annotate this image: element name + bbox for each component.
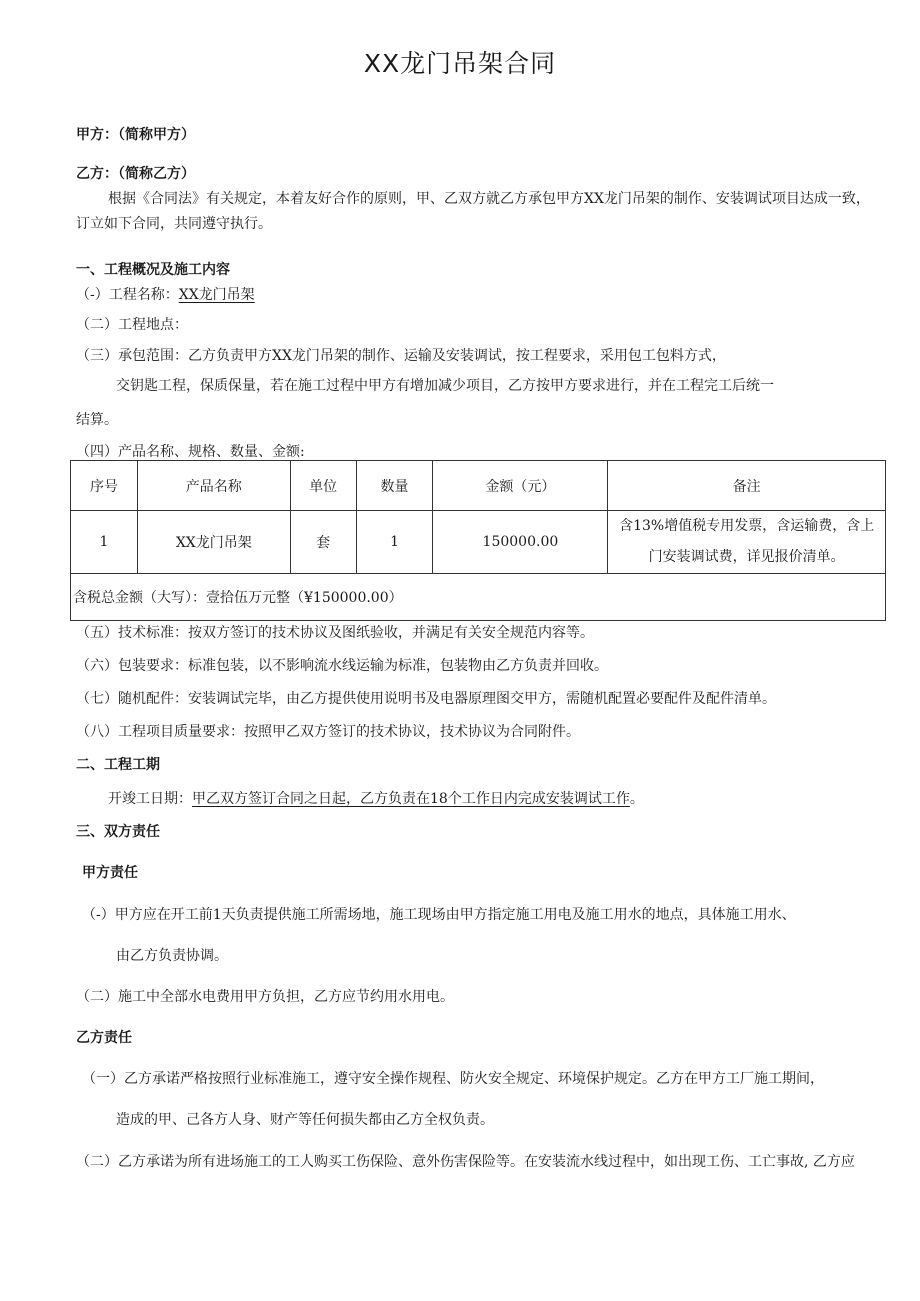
table-row	[71, 511, 886, 574]
quality-requirement: （八）工程项目质量要求：按照甲乙双方签订的技术协议，技术协议为合同附件。	[76, 724, 580, 740]
table-total-row	[71, 574, 886, 621]
header-cell: 数量	[356, 461, 433, 511]
schedule-line	[108, 788, 644, 808]
party-a: 甲方：（简称甲方）	[76, 127, 195, 143]
header-cell: 单位	[290, 461, 356, 511]
accessories: （七）随机配件：安装调试完毕，由乙方提供使用说明书及电器原理图交甲方，需随机配置必要配件及配件清单。	[76, 691, 776, 707]
schedule-label: 开竣工日期：	[108, 791, 192, 807]
table-header-row	[71, 461, 886, 511]
project-name-value: XX龙门吊架	[178, 287, 255, 303]
product-table	[70, 460, 886, 621]
contract-title: XX龙门吊架合同	[363, 49, 557, 78]
party-a-duty-2: （二）施工中全部水电费用甲方负担，乙方应节约用水用电。	[76, 989, 454, 1005]
schedule-value: 甲乙双方签订合同之日起，乙方负责在18个工作日内完成安装调试工作	[192, 791, 630, 807]
party-b-duty-1-line-1: （一）乙方承诺严格按照行业标准施工，遵守安全操作规程、防火安全规定、环境保护规定。乙方在甲方工厂施工期间，	[82, 1071, 824, 1087]
intro-line-1: 根据《合同法》有关规定，本着友好合作的原则，甲、乙双方就乙方承包甲方XX龙门吊架的制作、安装调试项目达成一致，	[108, 191, 870, 207]
section2-heading: 二、工程工期	[76, 757, 160, 773]
row-note-cell: 含13%增值税专用发票，含运输费，含上门安装调试费，详见报价清单。	[608, 511, 886, 574]
header-cell: 金额（元）	[433, 461, 608, 511]
project-name-line	[76, 284, 255, 304]
header-cell: 序号	[71, 461, 138, 511]
party-b-duty-1-line-2: 造成的甲、己各方人身、财产等任何损失都由乙方全权负责。	[116, 1112, 494, 1128]
scope-line-2: 交钥匙工程，保质保量，若在施工过程中甲方有增加减少项目，乙方按甲方要求进行，并在工程完工后统一	[116, 378, 774, 394]
row-cell: 1	[356, 511, 433, 574]
party-b-duty-2-line-1: （二）乙方承诺为所有进场施工的工人购买工伤保险、意外伤害保险等。在安装流水线过程中，如出现工伤、工亡事故, 乙方应	[76, 1154, 855, 1170]
row-cell: XX龙门吊架	[137, 511, 290, 574]
party-b-duty-heading: 乙方责任	[76, 1030, 132, 1046]
party-b: 乙方：（简称乙方）	[76, 166, 195, 182]
packaging: （六）包装要求：标准包装，以不影响流水线运输为标准，包装物由乙方负责并回收。	[76, 658, 608, 674]
header-cell: 备注	[608, 461, 886, 511]
row-cell: 150000.00	[433, 511, 608, 574]
scope-line-1: （三）承包范围：乙方负责甲方XX龙门吊架的制作、运输及安装调试，按工程要求，采用包工包料方式，	[76, 348, 726, 364]
party-a-duty-1-line-1: （-）甲方应在开工前1天负责提供施工所需场地，施工现场由甲方指定施工用电及施工用水的地点，具体施工用水、	[82, 907, 796, 923]
section1-heading: 一、工程概况及施工内容	[76, 262, 230, 278]
schedule-end: 。	[629, 791, 644, 807]
party-a-duty-heading: 甲方责任	[82, 865, 138, 881]
tech-standard: （五）技术标准：按双方签订的技术协议及图纸验收，并满足有关安全规范内容等。	[76, 625, 594, 641]
header-cell: 产品名称	[137, 461, 290, 511]
scope-line-3: 结算。	[76, 412, 118, 428]
product-heading: （四）产品名称、规格、数量、金额:	[76, 444, 305, 460]
row-cell: 套	[290, 511, 356, 574]
project-location: （二）工程地点：	[76, 317, 188, 333]
project-name-label: （-）工程名称：	[76, 287, 179, 303]
total-amount: 含税总金额（大写）：壹拾伍万元整（¥150000.00）	[71, 574, 886, 621]
intro-line-2: 订立如下合同，共同遵守执行。	[76, 216, 272, 232]
row-cell: 1	[71, 511, 138, 574]
section3-heading: 三、双方责任	[76, 824, 160, 840]
party-a-duty-1-line-2: 由乙方负责协调。	[116, 948, 228, 964]
